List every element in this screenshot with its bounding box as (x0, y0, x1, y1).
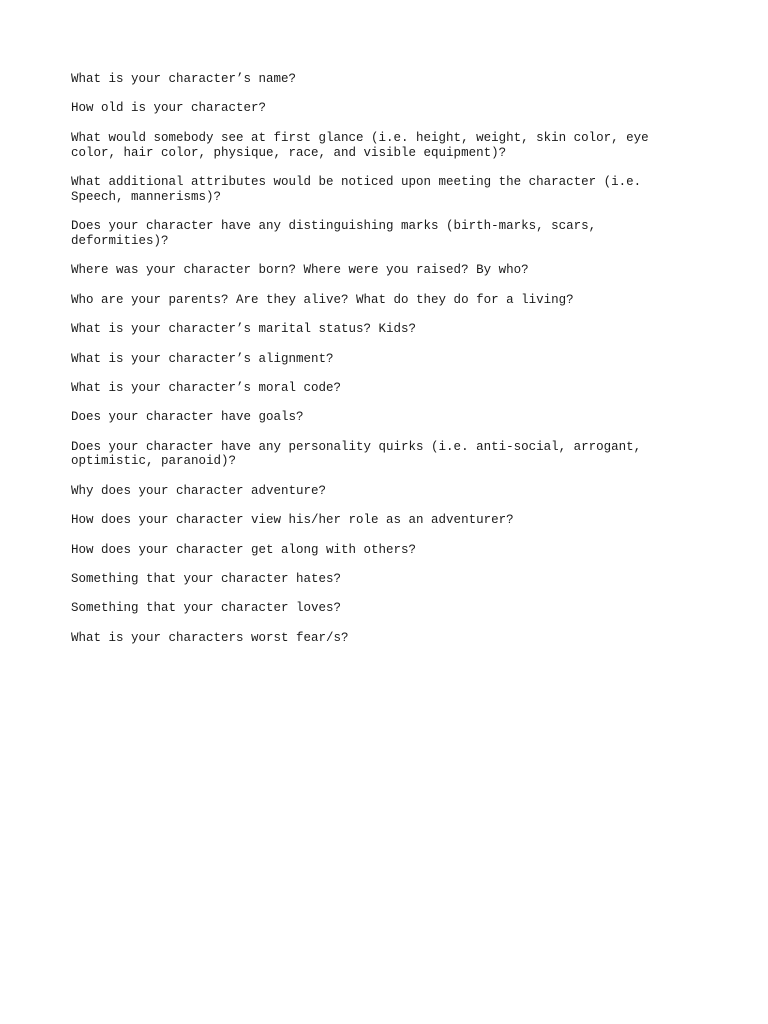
document-page (71, 72, 691, 660)
question-personality-quirks: Does your character have any personality quirks (i.e. anti-social, arrogant, optimistic, paranoid)? (71, 439, 642, 469)
question-alignment: What is your character’s alignment? (71, 351, 334, 366)
question-hates: Something that your character hates? (71, 572, 342, 587)
question-parents: Who are your parents? Are they alive? What do they do for a living? (71, 292, 574, 307)
question-marital-status: What is your character’s marital status? Kids? (71, 322, 417, 337)
question-why-adventure: Why does your character adventure? (71, 483, 327, 498)
question-first-glance: What would somebody see at first glance (i.e. height, weight, skin color, eye color, hair color, physique, race, and visible equipment)? (71, 130, 649, 160)
question-goals: Does your character have goals? (71, 410, 304, 425)
question-age: How old is your character? (71, 101, 267, 116)
question-distinguishing-marks: Does your character have any distinguishing marks (birth-marks, scars, deformities)? (71, 219, 597, 248)
question-additional-attributes: What additional attributes would be noticed upon meeting the character (i.e. Speech, mannerisms)? (71, 174, 642, 204)
question-get-along: How does your character get along with others? (71, 542, 417, 557)
question-worst-fear: What is your characters worst fear/s? (71, 630, 349, 645)
question-adventurer-role: How does your character view his/her role as an adventurer? (71, 513, 514, 528)
question-name: What is your character’s name? (71, 72, 297, 86)
question-moral-code: What is your character’s moral code? (71, 380, 342, 395)
question-loves: Something that your character loves? (71, 601, 342, 616)
question-birthplace: Where was your character born? Where were you raised? By who? (71, 263, 529, 278)
